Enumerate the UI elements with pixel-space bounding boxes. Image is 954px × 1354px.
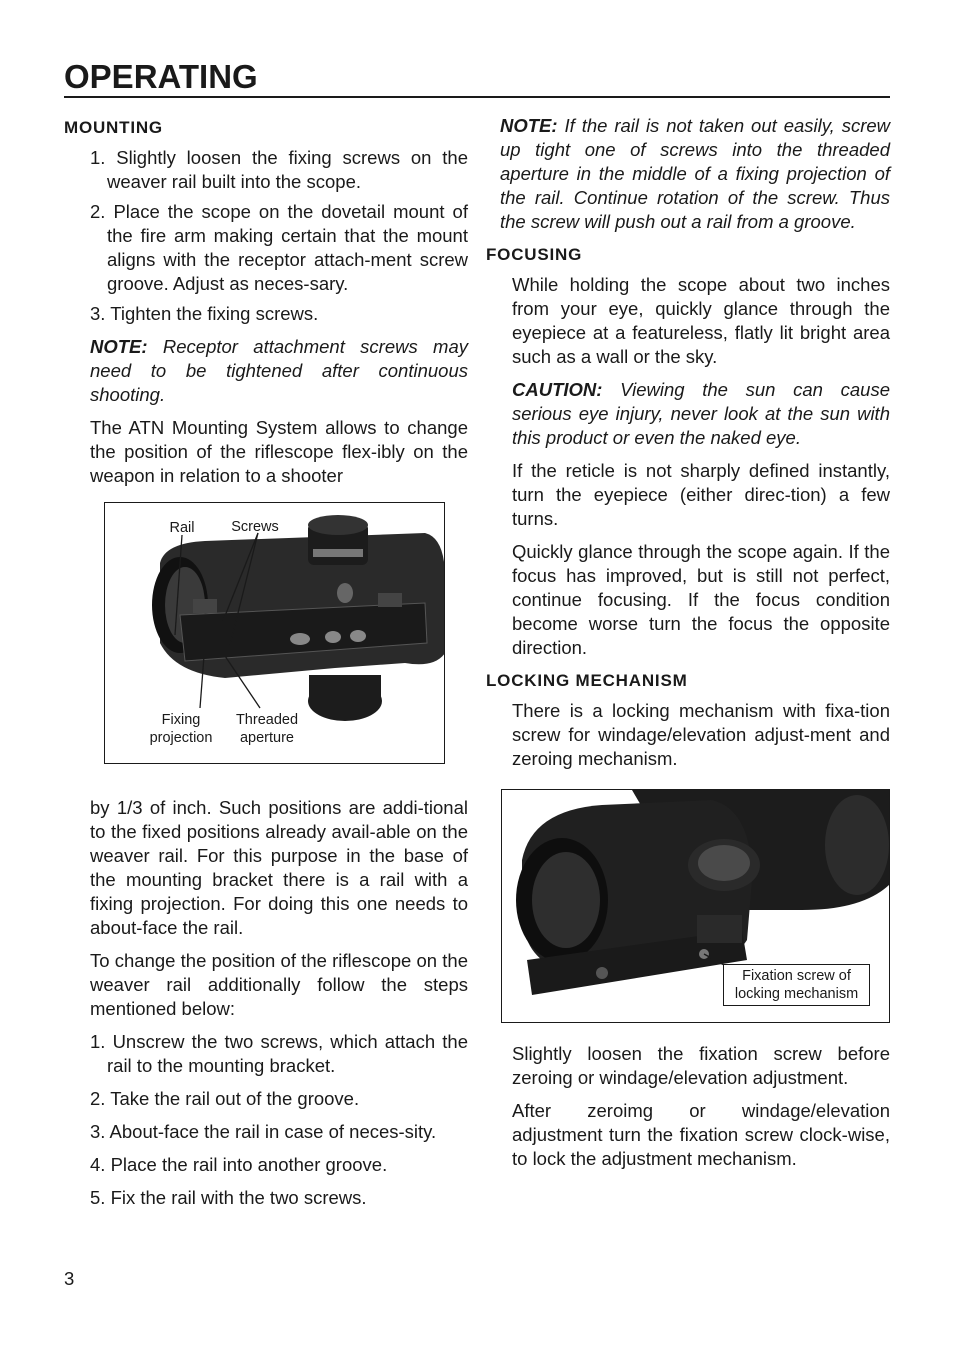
locking-para: There is a locking mechanism with fixa-tion screw for windage/elevation adjust-ment and zeroing mechanism. xyxy=(512,700,890,769)
change-step: 2. Take the rail out of the groove. xyxy=(90,1088,360,1109)
mounting-heading: MOUNTING xyxy=(64,118,163,137)
note-label: NOTE: xyxy=(90,336,148,357)
change-step: 1. Unscrew the two screws, which attach the rail to the mounting bracket. xyxy=(90,1031,468,1076)
focusing-heading: FOCUSING xyxy=(486,245,583,264)
change-step: 5. Fix the rail with the two screws. xyxy=(90,1187,367,1208)
label-fixing-projection: Fixing projection xyxy=(149,712,213,746)
caution-label: CAUTION: xyxy=(512,379,603,400)
locking-figure xyxy=(501,789,890,1023)
mounting-system-text: The ATN Mounting System allows to change the position of the riflescope flex-ibly on the weapon in relation to a shooter xyxy=(90,417,468,486)
rail-note-text: If the rail is not taken out easily, screw up tight one of screws into the threaded aperture in the middle of a fixing projection of the rail. Continue rotation of the screw. Thus the screw will push out a rail from a groove. xyxy=(500,115,891,232)
mounting-continued-text: by 1/3 of inch. Such positions are addi-tional to the fixed positions already avail-able on the weaver rail. For this purpose in the base of the mounting bracket there is a rail with a fixing projection. For doing this one needs to about-face the rail. xyxy=(90,797,468,938)
rail-note-label: NOTE: xyxy=(500,115,558,136)
note-text: Receptor attachment screws may need to be tightened after continuous shooting. xyxy=(90,336,468,405)
label-screws: Screws xyxy=(231,519,279,535)
left-column xyxy=(64,116,468,1216)
page-number: 3 xyxy=(64,1268,75,1289)
focusing-caution xyxy=(486,378,890,450)
mounting-step: 1. Slightly loosen the fixing screws on the weaver rail built into the scope. xyxy=(90,147,468,192)
fixation-screw-caption: Fixation screw of locking mechanism xyxy=(723,964,870,1006)
right-column xyxy=(486,114,890,1180)
rail-note xyxy=(486,114,890,234)
change-step: 3. About-face the rail in case of neces-sity. xyxy=(90,1121,437,1142)
locking-para: Slightly loosen the fixation screw before zeroing or windage/elevation adjustment. xyxy=(512,1043,890,1088)
focusing-para: While holding the scope about two inches from your eye, quickly glance through the eyepiece at a featureless, flatly lit bright area such as a wall or the sky. xyxy=(512,274,890,367)
locking-para: After zeroimg or windage/elevation adjustment turn the fixation screw clock-wise, to lock the adjustment mechanism. xyxy=(512,1100,890,1169)
focusing-para: If the reticle is not sharply defined instantly, turn the eyepiece (either direc-tion) a few turns. xyxy=(512,460,890,529)
mounting-step: 2. Place the scope on the dovetail mount of the fire arm making certain that the mount aligns with the receptor attach-ment screw groove. Adjust as neces-sary. xyxy=(90,201,468,294)
mounting-change-text: To change the position of the riflescope on the weaver rail additionally follow the steps mentioned below: xyxy=(90,950,468,1019)
page-title: OPERATING xyxy=(64,58,258,95)
focusing-para: Quickly glance through the scope again. If the focus has improved, but is still not perfect, continue focusing. If the focus condition become worse turn the focus the opposite direction. xyxy=(512,541,890,658)
mounting-figure xyxy=(104,502,445,764)
caution-text: Viewing the sun can cause serious eye injury, never look at the sun with this product or even the naked eye. xyxy=(512,379,890,448)
locking-heading: LOCKING MECHANISM xyxy=(486,671,688,690)
mounting-step: 3. Tighten the fixing screws. xyxy=(90,303,319,324)
label-threaded-aperture: Threaded aperture xyxy=(235,712,299,746)
mounting-note xyxy=(64,335,468,407)
title-divider xyxy=(64,96,890,98)
change-step: 4. Place the rail into another groove. xyxy=(90,1154,388,1175)
label-rail: Rail xyxy=(169,520,195,536)
